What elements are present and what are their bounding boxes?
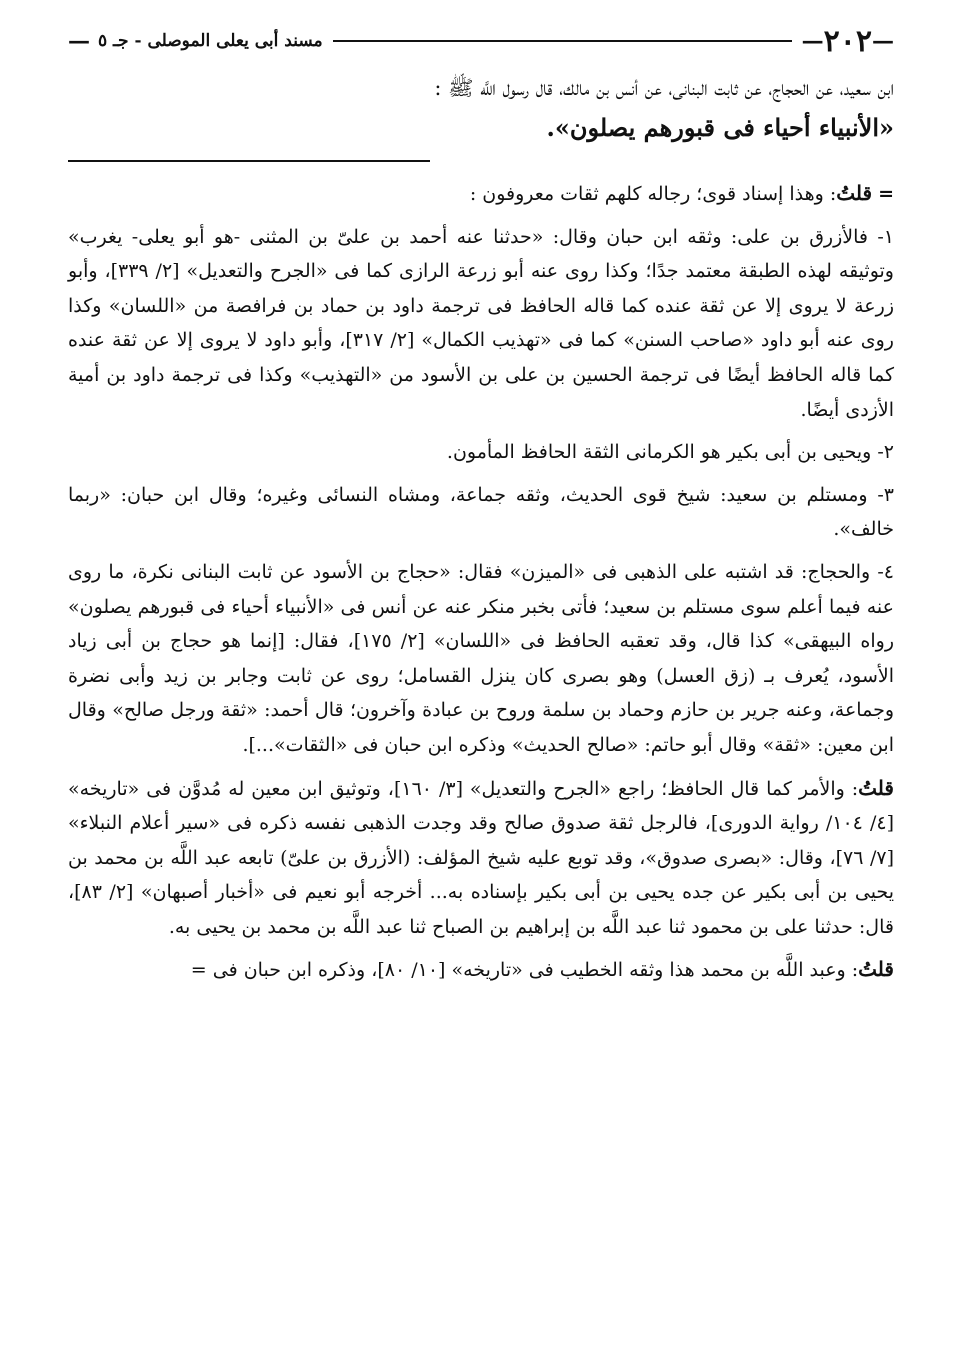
paragraph-5 — [68, 771, 894, 945]
hadith-matn: «الأنبياء أحياء فى قبورهم يصلون». — [546, 113, 894, 142]
paragraph-6 — [68, 952, 894, 988]
header-rule — [333, 40, 792, 42]
paragraph-6-text: : وعبد اللَّه بن محمد هذا وثقه الخطيب فى «تاريخه» [١٠/ ٨٠]، وذكره ابن حبان فى = — [190, 959, 859, 982]
commentary-intro — [68, 176, 894, 212]
paragraph-4: ٤- والحجاج: قد اشتبه على الذهبى فى «الميزن» فقال: «حجاج بن الأسود عن ثابت البنانى نكرة، ما روى عنه فيما أعلم سوى مستلم بن سعيد؛ فأتى بخبر منكر عنه عن أنس فى «الأنبياء أحياء فى قبورهم يصلون» رواه البيهقى» كذا قال، وقد تعقبه الحافظ فى «اللسان» [٢/ ١٧٥]، فقال: [إنما هو حجاج بن أبى زياد الأسود، يُعرف بـ (زق العسل) وهو بصرى كان ينزل القسامل؛ روى عن ثابت وجابر بن زيد وأبى نضرة وجماعة، وعنه جرير بن حازم وحماد بن سلمة وروح بن عبادة وآخرون؛ قال أحمد: «ثقة ورجل صالح» وقال ابن معين: «ثقة» وقال أبو حاتم: «صالح الحديث» وذكره ابن حبان فى «الثقات»...]. — [68, 560, 894, 756]
running-title: مسند أبى يعلى الموصلى - جـ ٥ — [98, 31, 323, 51]
commentary — [68, 176, 894, 988]
footnote-separator — [68, 160, 430, 162]
paragraph-5-text: : والأمر كما قال الحافظ؛ راجع «الجرح والتعديل» [٣/ ١٦٠]، وتوثيق ابن معين له مُدوَّن فى «تاريخه» [٤/ ١٠٤/ رواية الدورى]، فالرجل ثقة صدوق صالح وقد وجدت الذهبى نفسه ذكره فى «سير أعلام النبلاء» [٧/ ٧٦]، وقال: «بصرى صدوق»، وقد توبع عليه شيخ المؤلف: (الأزرق بن علىّ) تابعه عبد اللَّه بن محمد بن يحيى بن أبى بكير عن جده يحيى بن أبى بكير بإسناده به... أخرجه أبو نعيم فى «أخبار أصبهان» [٢/ ٨٣]، قال: حدثنا على بن محمود ثنا عبد اللَّه بن إبراهيم بن الصباح ثنا عبد اللَّه بن محمد بن يحيى به. — [68, 777, 894, 938]
header-dash: — — [68, 28, 90, 54]
qultu-lead: قلتُ — [858, 957, 894, 982]
continuation-mark: = — [878, 183, 894, 205]
qultu-lead: قلتُ — [858, 775, 894, 800]
page-number: ٢٠٢ — [823, 23, 872, 59]
hadith-text — [68, 68, 894, 148]
header-dash: — — [801, 28, 824, 54]
header-dash: — — [872, 28, 894, 54]
page-header — [68, 22, 894, 60]
intro-text: : وهذا إسناد قوى؛ رجاله كلهم ثقات معروفون : — [469, 183, 837, 205]
page — [68, 22, 894, 1352]
paragraph-3: ٣- ومستلم بن سعيد: شيخ قوى الحديث، وثقه جماعة، ومشاه النسائى وغيره؛ وقال ابن حبان: «ربما خالف». — [68, 483, 894, 541]
paragraph-2: ٢- ويحيى بن أبى بكير هو الكرمانى الثقة الحافظ المأمون. — [446, 441, 894, 464]
qultu-lead: قلتُ — [836, 181, 873, 205]
paragraph-1: ١- فالأزرق بن على: وثقه ابن حبان وقال: «حدثنا عنه أحمد بن علىّ بن المثنى -هو أبو يعلى- يغرب» وتوثيقه لهذه الطبقة معتمد جدًا؛ وكذا روى عنه أبو زرعة الرازى كما فى «الجرح والتعديل» [٢/ ٣٣٩]، وأبو زرعة لا يروى إلا عن ثقة عنده كما قاله الحافظ فى ترجمة داود بن حماد بن فرافصة من «اللسان» وكذا روى عنه أبو داود «صاحب السنن» كما فى «تهذيب الكمال» [٢/ ٣١٧]، وأبو داود لا يروى إلا عن ثقة عنده كما قاله الحافظ أيضًا فى ترجمة الحسين بن على بن الأسود من «التهذيب» وكذا فى ترجمة داود بن أمية الأزدى أيضًا. — [68, 225, 894, 421]
hadith-chain: ابن سعيد، عن الحجاج، عن ثابت البنانى، عن أنس بن مالك، قال رسول اللَّه ﷺ : — [434, 76, 894, 100]
